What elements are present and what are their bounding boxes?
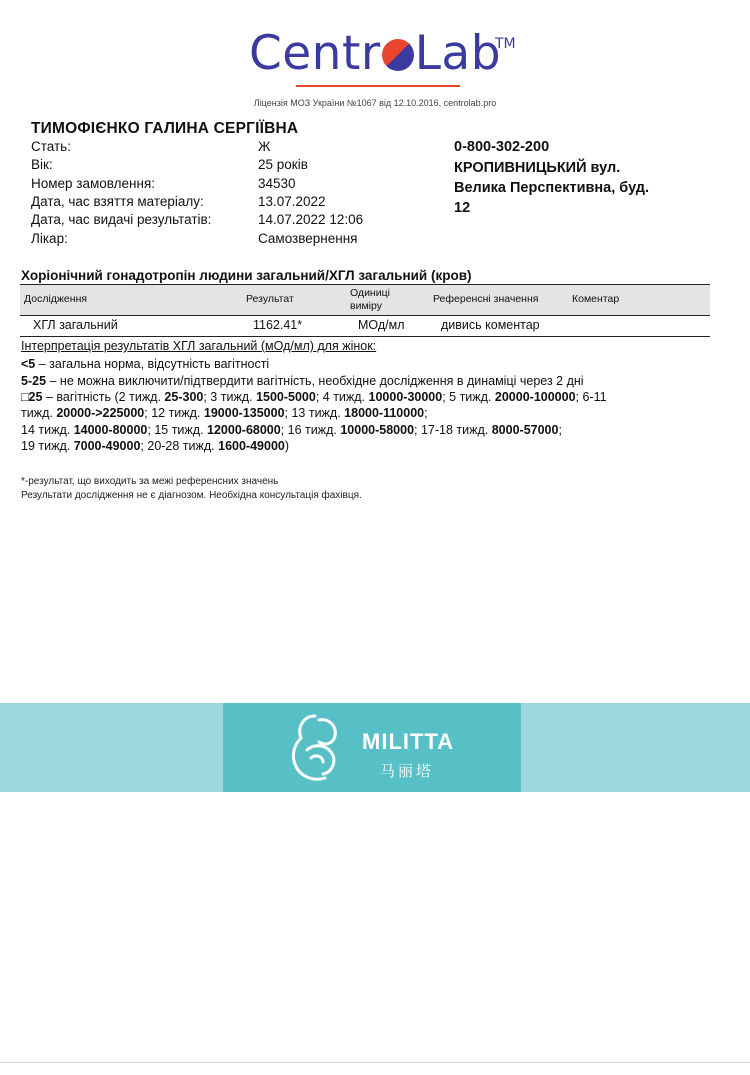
col-reference: Референсні значення — [433, 293, 539, 305]
interpretation-heading: Інтерпретація результатів ХГЛ загальний (мОд/мл) для жінок: — [21, 339, 377, 353]
license-text: Ліцензія МОЗ України №1067 від 12.10.2016, centrolab.pro — [253, 98, 497, 108]
field-label-doctor: Лікар: — [31, 231, 68, 246]
results-table-header — [20, 284, 710, 316]
field-value-order: 34530 — [258, 176, 296, 191]
row-divider — [20, 336, 710, 337]
col-units-2: виміру — [350, 300, 382, 312]
militta-chinese: 马丽塔 — [380, 762, 435, 780]
logo-text-left: Centr — [248, 26, 381, 81]
field-label-order: Номер замовлення: — [31, 176, 156, 191]
interp-line-5: 14 тижд. 14000-80000; 15 тижд. 12000-68000; 16 тижд. 10000-58000; 17-18 тижд. 8000-57000; — [21, 423, 562, 437]
logo-underline — [296, 85, 460, 87]
interp-line-1: <5 – загальна норма, відсутність вагітності — [21, 357, 270, 371]
col-comment: Коментар — [572, 293, 620, 305]
centrolab-logo — [0, 26, 750, 81]
field-value-doctor: Самозвернення — [258, 231, 358, 246]
interp-line-2: 5-25 – не можна виключити/підтвердити вагітність, необхідне дослідження в динаміці через 2 дні — [21, 374, 584, 388]
row-units: МОд/мл — [358, 318, 405, 332]
interp-line-3: □25 – вагітність (2 тижд. 25-300; 3 тижд. 1500-5000; 4 тижд. 10000-30000; 5 тижд. 20000-100000; 6-11 — [21, 390, 607, 404]
trademark-sign: TM — [495, 36, 516, 52]
field-label-sample-date: Дата, час взяття матеріалу: — [31, 194, 204, 209]
contact-street: Велика Перспективна, буд. — [454, 180, 650, 196]
row-study: ХГЛ загальний — [33, 318, 118, 332]
field-value-age: 25 років — [258, 157, 308, 172]
logo-o-icon — [382, 39, 414, 71]
note-disclaimer: Результати дослідження не є діагнозом. Необхідна консультація фахівця. — [21, 490, 362, 501]
mother-baby-icon — [285, 710, 357, 791]
field-value-sex: Ж — [258, 139, 271, 154]
row-reference: дивись коментар — [441, 318, 540, 332]
contact-city: КРОПИВНИЦЬКИЙ вул. — [454, 160, 621, 176]
interp-line-6: 19 тижд. 7000-49000; 20-28 тижд. 1600-49000) — [21, 439, 290, 453]
field-label-age: Вік: — [31, 157, 53, 172]
test-section-title: Хоріонічний гонадотропін людини загальний/ХГЛ загальний (кров) — [21, 268, 472, 283]
patient-name: ТИМОФІЄНКО ГАЛИНА СЕРГІЇВНА — [31, 120, 299, 137]
col-units-1: Одиниці — [350, 287, 390, 299]
field-value-sample-date: 13.07.2022 — [258, 194, 326, 209]
logo-text-right: Lab — [414, 26, 502, 81]
contact-phone: 0-800-302-200 — [454, 139, 550, 155]
col-result: Результат — [246, 293, 294, 305]
militta-wordmark: MILITTA — [362, 729, 455, 754]
note-out-of-range: *-результат, що виходить за межі референсних значень — [21, 476, 279, 487]
col-study: Дослідження — [24, 293, 88, 305]
interp-line-4: тижд. 20000->225000; 12 тижд. 19000-135000; 13 тижд. 18000-110000; — [21, 406, 428, 420]
contact-building: 12 — [454, 200, 471, 216]
field-label-result-date: Дата, час видачі результатів: — [31, 212, 212, 227]
field-label-sex: Стать: — [31, 139, 71, 154]
row-result: 1162.41* — [253, 318, 303, 332]
field-value-result-date: 14.07.2022 12:06 — [258, 212, 364, 227]
page-bottom-edge — [0, 1062, 750, 1063]
